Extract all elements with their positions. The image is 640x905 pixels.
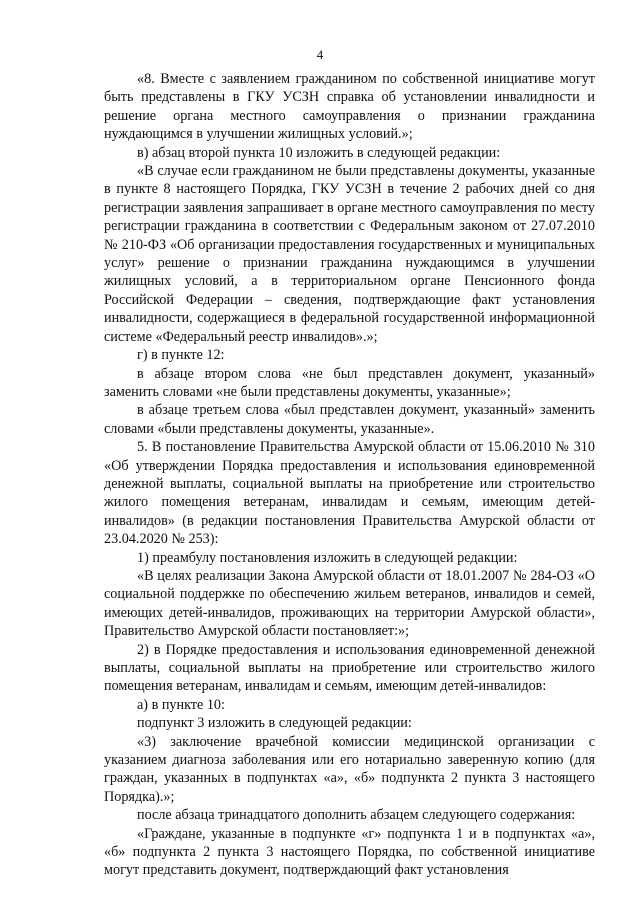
paragraph: «8. Вместе с заявлением гражданином по собственной инициативе могут быть представлены в ГКУ УСЗН справка об установлении инвалидности и решение органа местного самоуправления о признании гражданина нуждающимся в улучшении жилищных условий.»; <box>104 71 595 143</box>
paragraph: 1) преамбулу постановления изложить в следующей редакции: <box>137 549 518 566</box>
paragraph: подпункт 3 изложить в следующей редакции: <box>137 715 412 732</box>
paragraph: «В случае если гражданином не были представлены документы, указанные в пункте 8 настоящего Порядка, ГКУ УСЗН в течение 2 рабочих дней со дня регистрации заявления запрашивает в органе местного самоуправления по месту регистрации гражданина в соответствии с Федеральным законом от 27.07.2010 № 210-ФЗ «Об организации предоставления государственных и муниципальных услуг» решение о признании гражданина нуждающимся в улучшении жилищных условий, а в территориальном органе Пенсионного фонда Российской Федерации – сведения, подтверждающие факт установления инвалидности, содержащиеся в федеральной государственной информационной системе «Федеральный реестр инвалидов».»; <box>104 163 595 345</box>
paragraph: в абзаце втором слова «не был представлен документ, указанный» заменить словами «не были представлены документы, указанные»; <box>104 365 595 400</box>
paragraph: «В целях реализации Закона Амурской области от 18.01.2007 № 284-ОЗ «О социальной поддержке по обеспечению жильем ветеранов, инвалидов и семей, имеющих детей-инвалидов, проживающих на территории Амурской области», Правительство Амурской области постановляет:»; <box>104 567 595 640</box>
paragraph: в) абзац второй пункта 10 изложить в следующей редакции: <box>137 144 501 161</box>
page-number: 4 <box>316 47 324 62</box>
paragraph: г) в пункте 12: <box>137 347 225 364</box>
document-body <box>104 70 595 880</box>
paragraph: в абзаце третьем слова «был представлен документ, указанный» заменить словами «были представлены документы, указанные». <box>104 402 595 437</box>
paragraph: 5. В постановление Правительства Амурской области от 15.06.2010 № 310 «Об утверждении Порядка предоставления и использования единовременной денежной выплаты, социальной выплаты на приобретение или строительство жилого помещения ветеранам, инвалидам и семьям, имеющим детей-инвалидов» (в редакции постановления Правительства Амурской области от 23.04.2020 № 253): <box>104 439 595 548</box>
paragraph: «3) заключение врачебной комиссии медицинской организации с указанием диагноза заболевания или его нотариально заверенную копию (для граждан, указанных в подпунктах «а», «б» подпункта 2 пункта 3 настоящего Порядка).»; <box>104 733 595 805</box>
paragraph: «Граждане, указанные в подпункте «г» подпункта 1 и в подпунктах «а», «б» подпункта 2 пункта 3 настоящего Порядка, по собственной инициативе могут представить документ, подтверждающий факт установления <box>104 825 595 879</box>
paragraph: а) в пункте 10: <box>137 696 225 713</box>
paragraph: после абзаца тринадцатого дополнить абзацем следующего содержания: <box>137 807 576 824</box>
paragraph: 2) в Порядке предоставления и использования единовременной денежной выплаты, социальной выплаты на приобретение или строительство жилого помещения ветеранам, инвалидам и семьям, имеющим детей-инвалидов: <box>104 641 595 695</box>
